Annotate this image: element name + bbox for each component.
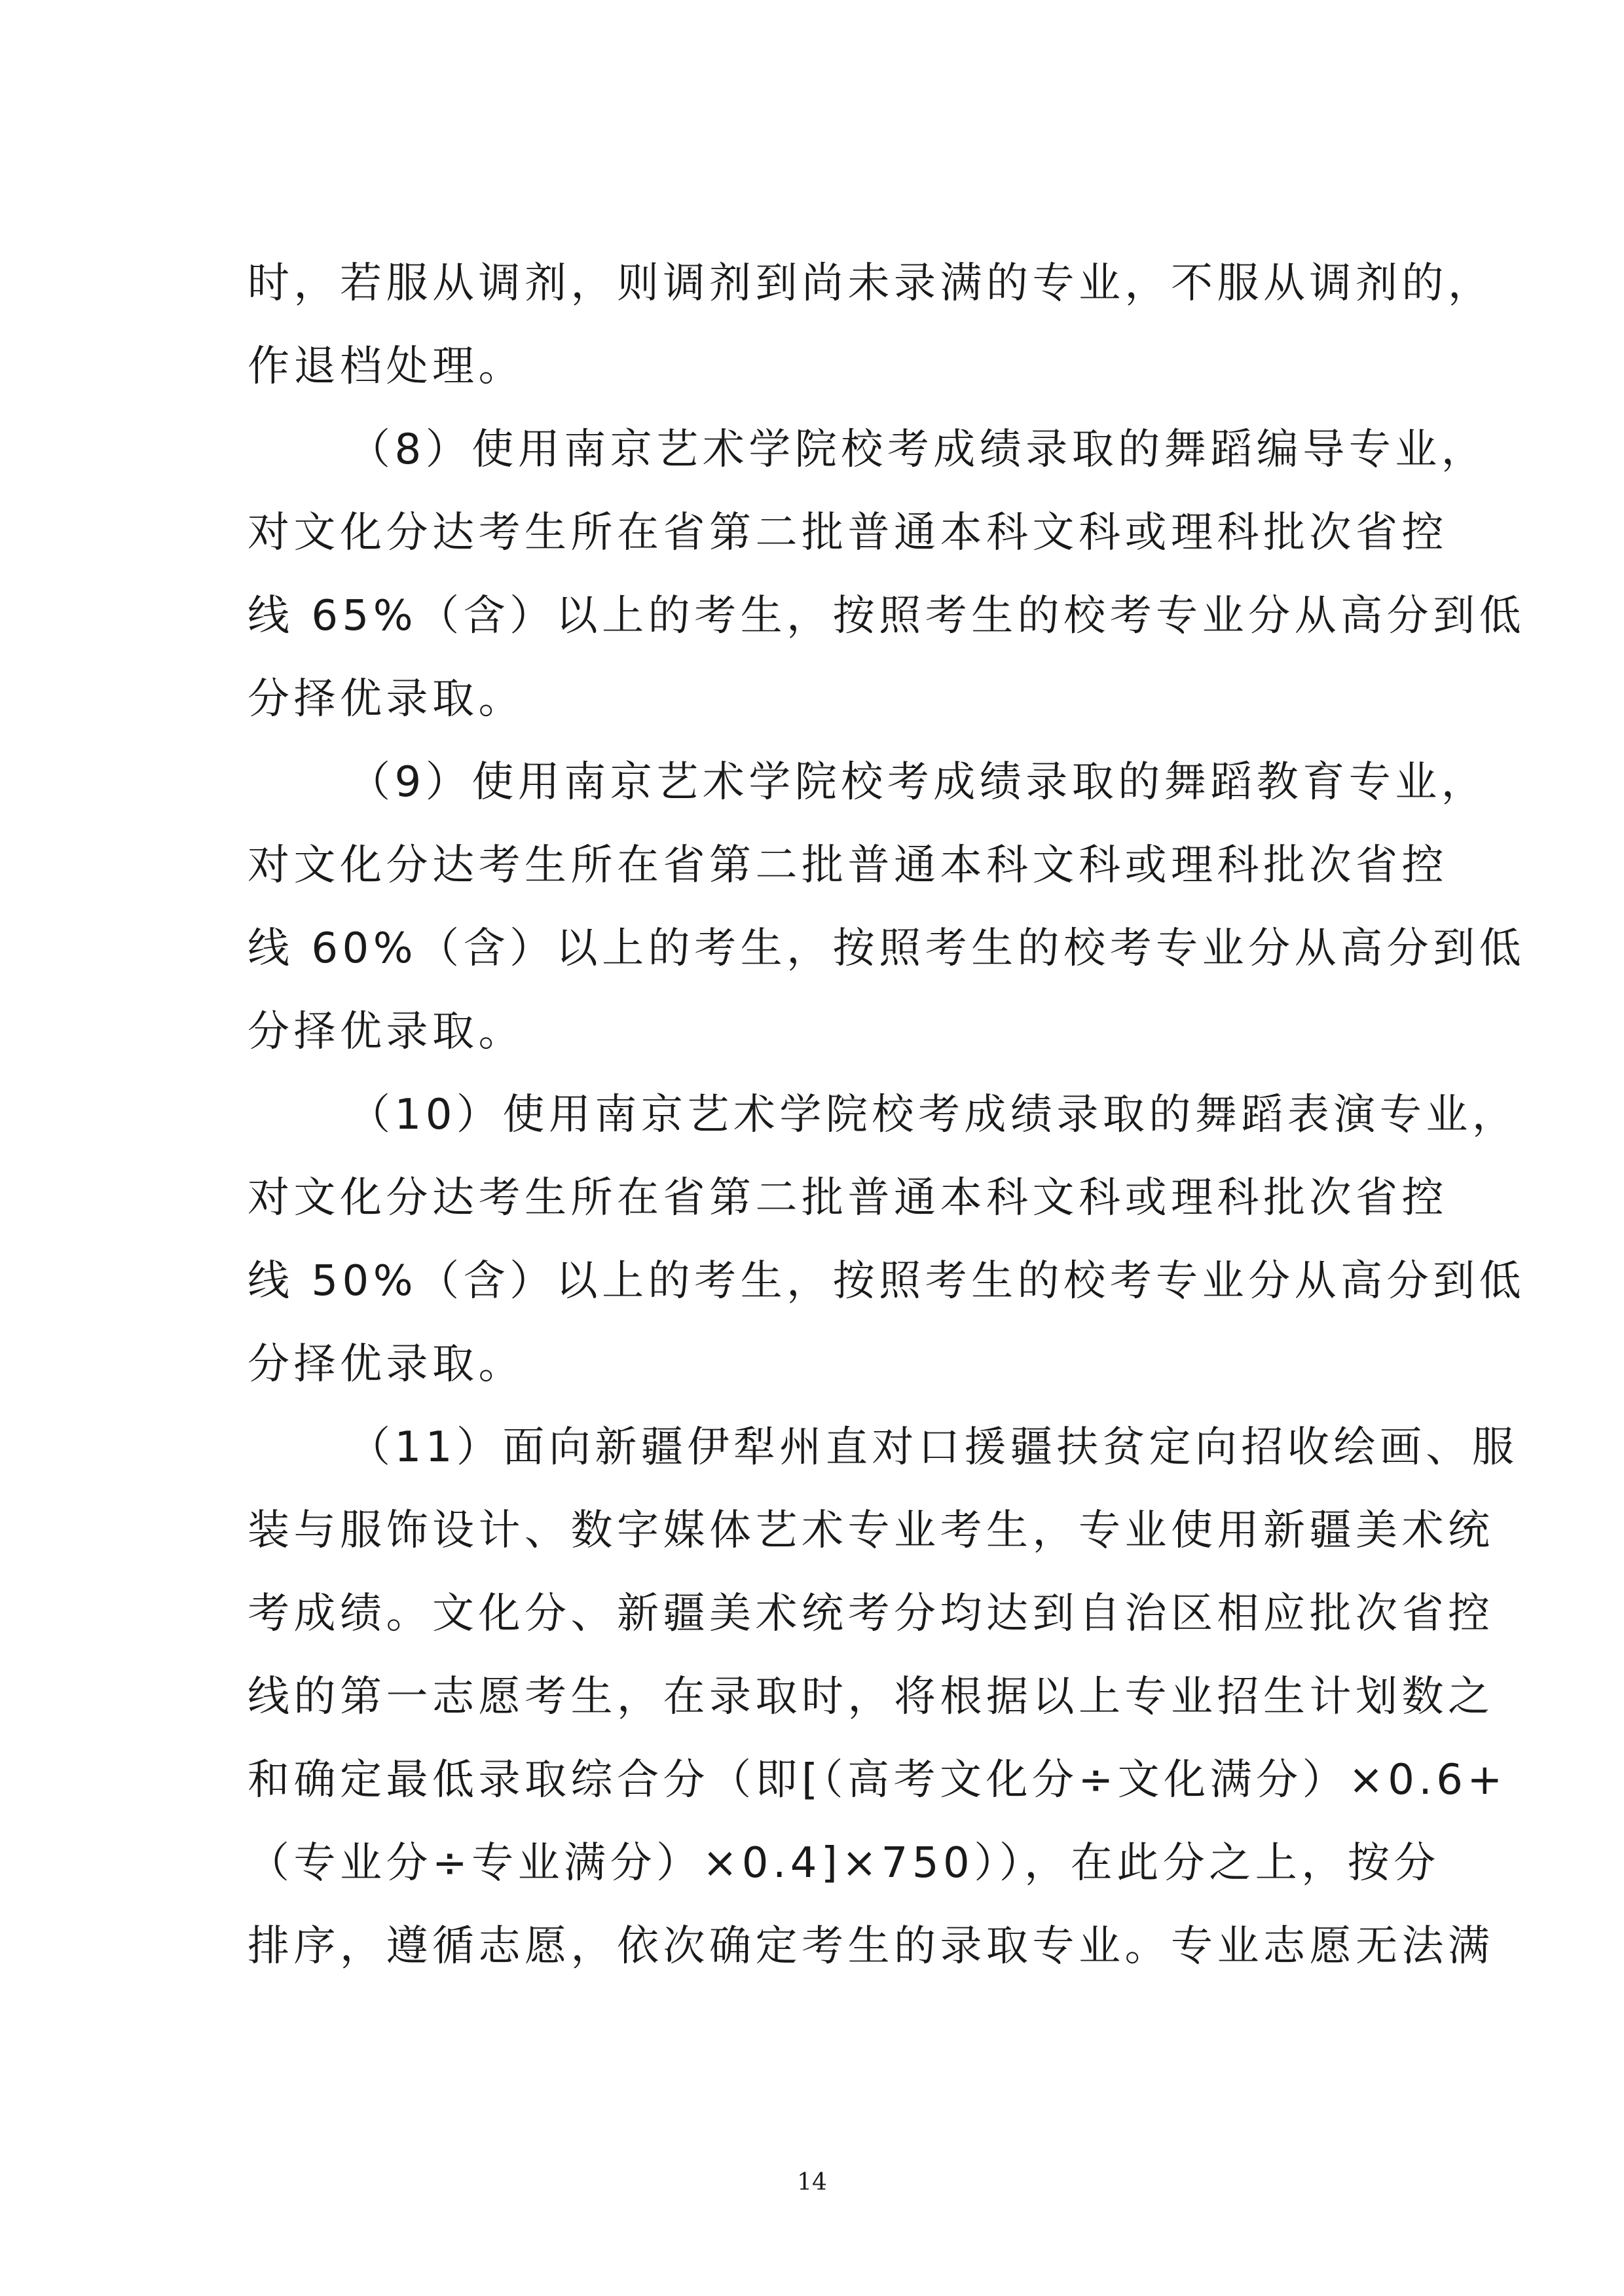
text-line: 线 65%（含）以上的考生，按照考生的校考专业分从高分到低 bbox=[248, 592, 1526, 640]
text-line: （10）使用南京艺术学院校考成绩录取的舞蹈表演专业， bbox=[348, 1091, 1519, 1139]
text-line: 对文化分达考生所在省第二批普通本科文科或理科批次省控 bbox=[248, 1174, 1448, 1222]
text-line: 线的第一志愿考生，在录取时，将根据以上专业招生计划数之 bbox=[248, 1673, 1494, 1721]
paragraph bbox=[248, 1406, 1519, 1988]
text-line: 线 60%（含）以上的考生，按照考生的校考专业分从高分到低 bbox=[248, 924, 1526, 973]
text-line: 分择优录取。 bbox=[248, 1008, 525, 1056]
page-number: 14 bbox=[797, 2169, 827, 2196]
text-line: 和确定最低录取综合分（即[（高考文化分÷文化满分）×0.6+ bbox=[248, 1756, 1507, 1804]
paragraph bbox=[248, 1074, 1526, 1406]
text-line: 分择优录取。 bbox=[248, 675, 525, 723]
text-line: 线 50%（含）以上的考生，按照考生的校考专业分从高分到低 bbox=[248, 1257, 1526, 1305]
paragraph bbox=[248, 409, 1526, 741]
text-line: 考成绩。文化分、新疆美术统考分均达到自治区相应批次省控 bbox=[248, 1590, 1494, 1638]
text-line: （8）使用南京艺术学院校考成绩录取的舞蹈编导专业， bbox=[348, 426, 1488, 474]
text-line: 时，若服从调剂，则调剂到尚未录满的专业，不服从调剂的， bbox=[248, 259, 1494, 308]
text-line: 作退档处理。 bbox=[248, 342, 525, 391]
text-line: 装与服饰设计、数字媒体艺术专业考生，专业使用新疆美术统 bbox=[248, 1506, 1494, 1555]
text-line: （11）面向新疆伊犁州直对口援疆扶贫定向招收绘画、服 bbox=[348, 1423, 1519, 1472]
document-body bbox=[248, 242, 1526, 1988]
paragraph bbox=[248, 741, 1526, 1074]
text-line: 对文化分达考生所在省第二批普通本科文科或理科批次省控 bbox=[248, 841, 1448, 890]
text-line: 排序，遵循志愿，依次确定考生的录取专业。专业志愿无法满 bbox=[248, 1922, 1494, 1971]
text-line: 分择优录取。 bbox=[248, 1340, 525, 1389]
text-line: （9）使用南京艺术学院校考成绩录取的舞蹈教育专业， bbox=[348, 758, 1488, 807]
text-line: （专业分÷专业满分）×0.4]×750）），在此分之上，按分 bbox=[248, 1839, 1440, 1887]
paragraph bbox=[248, 242, 1494, 409]
text-line: 对文化分达考生所在省第二批普通本科文科或理科批次省控 bbox=[248, 509, 1448, 557]
